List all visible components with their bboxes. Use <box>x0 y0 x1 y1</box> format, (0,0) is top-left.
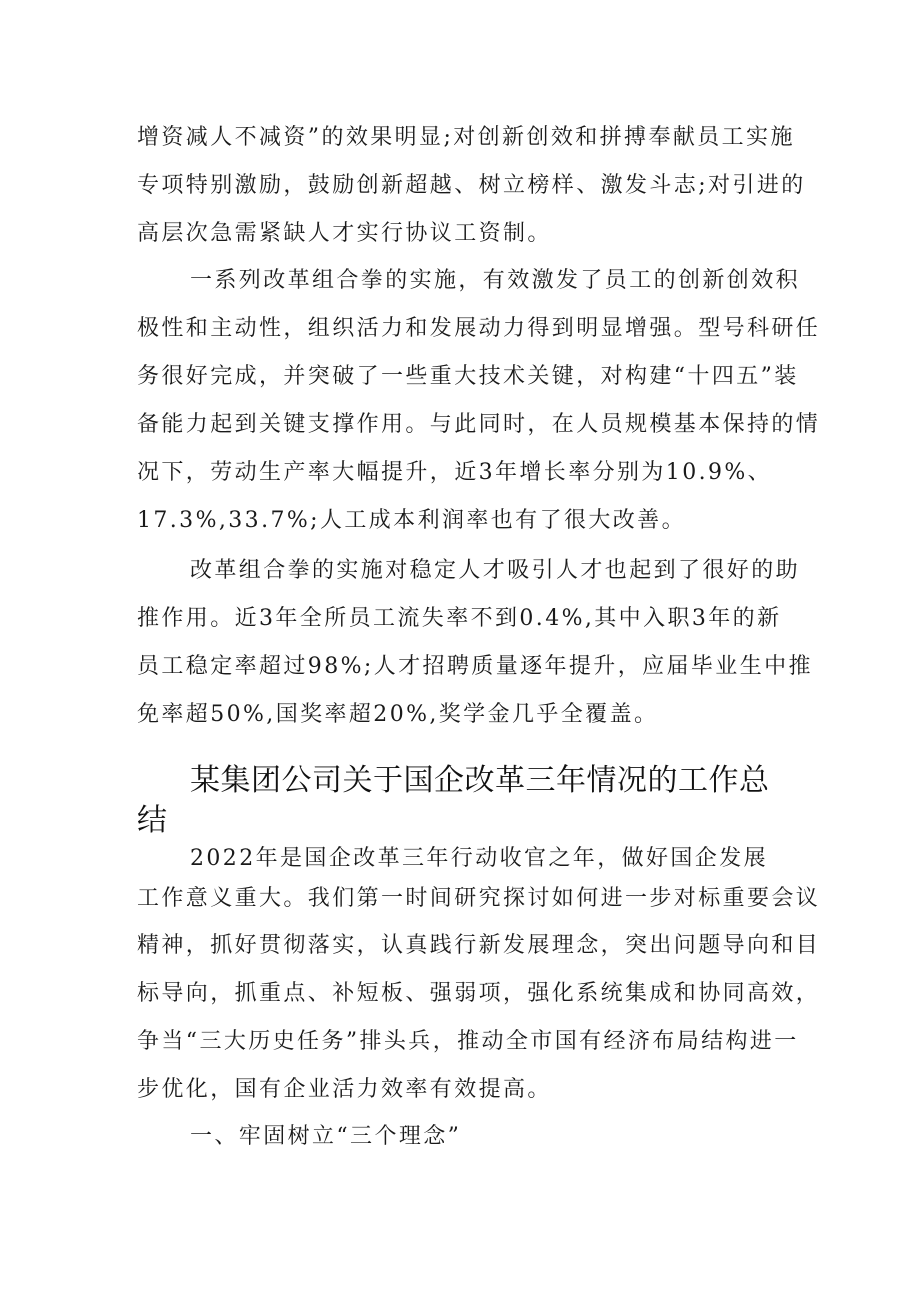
text-line: 备能力起到关键支撑作用。与此同时，在人员规模基本保持的情 <box>137 412 821 437</box>
text-line: 2022年是国企改革三年行动收官之年，做好国企发展 <box>190 846 768 871</box>
text-line: 增资减人不减资”的效果明显;对创新创效和拼搏奉献员工实施 <box>137 125 795 150</box>
text-line: 一系列改革组合拳的实施，有效激发了员工的创新创效积 <box>190 268 801 293</box>
text-line: 精神，抓好贯彻落实，认真践行新发展理念，突出问题导向和目 <box>137 933 821 958</box>
text-line: 极性和主动性，组织活力和发展动力得到明显增强。型号科研任 <box>137 316 821 341</box>
text-line: 况下，劳动生产率大幅提升，近3年增长率分别为10.9%、 <box>137 460 773 485</box>
text-line: 专项特别激励，鼓励创新超越、树立榜样、激发斗志;对引进的 <box>137 173 806 198</box>
text-line: 推作用。近3年全所员工流失率不到0.4%,其中入职3年的新 <box>137 606 782 631</box>
text-line: 步优化，国有企业活力效率有效提高。 <box>137 1077 552 1102</box>
title-line: 某集团公司关于国企改革三年情况的工作总 <box>190 763 770 798</box>
text-line: 工作意义重大。我们第一时间研究探讨如何进一步对标重要会议 <box>137 886 821 911</box>
title-line: 结 <box>137 803 168 838</box>
text-line: 员工稳定率超过98%;人才招聘质量逐年提升，应届毕业生中推 <box>137 654 813 679</box>
text-line: 改革组合拳的实施对稳定人才吸引人才也起到了很好的助 <box>190 558 801 583</box>
text-line: 标导向，抓重点、补短板、强弱项，强化系统集成和协同高效， <box>137 981 821 1006</box>
text-line: 争当“三大历史任务”排头兵，推动全市国有经济布局结构进一 <box>137 1029 799 1054</box>
section-heading: 一、牢固树立“三个理念” <box>190 1124 462 1149</box>
text-line: 免率超50%,国奖率超20%,奖学金几乎全覆盖。 <box>137 702 659 727</box>
text-line: 17.3%,33.7%;人工成本利润率也有了很大改善。 <box>137 508 686 533</box>
text-line: 务很好完成，并突破了一些重大技术关键，对构建“十四五”装 <box>137 364 799 389</box>
text-line: 高层次急需紧缺人才实行协议工资制。 <box>137 221 552 246</box>
